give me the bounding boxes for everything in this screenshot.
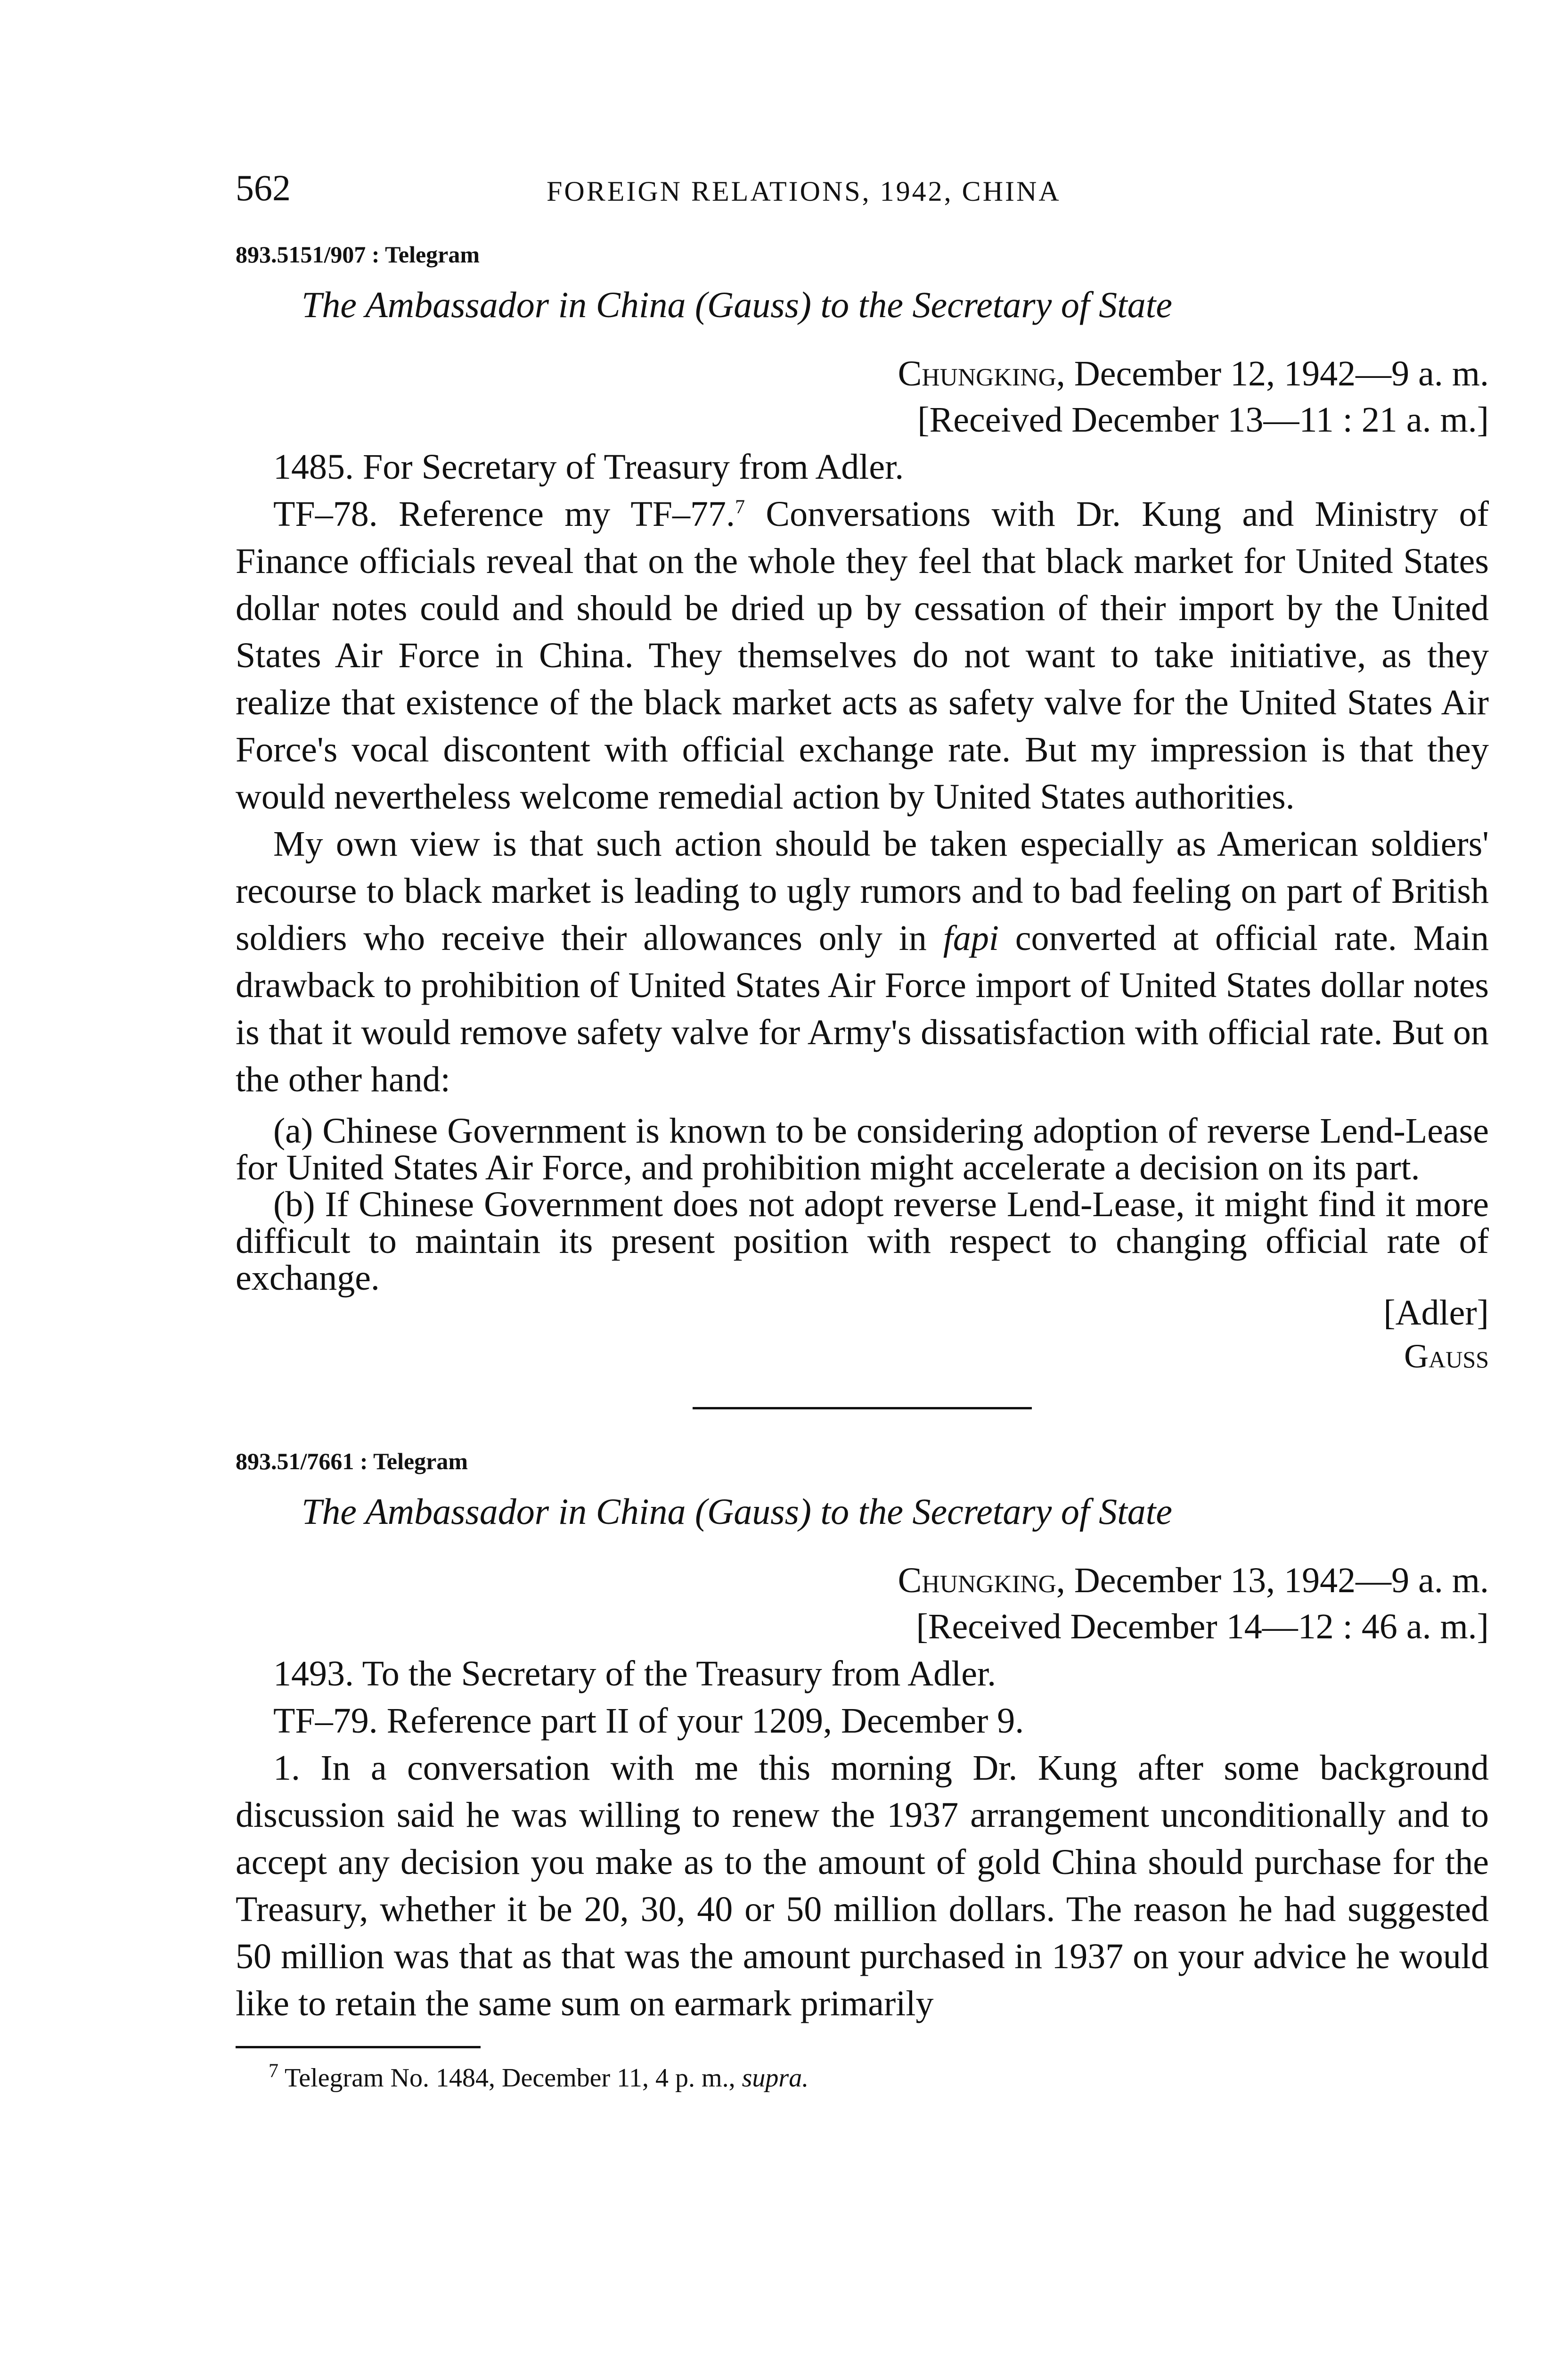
paragraph bbox=[236, 820, 1489, 1103]
item-text: If Chinese Government does not adopt reverse Lend-Lease, it might find it more difficult to maintain its present position with respect to changing official rate of exchange. bbox=[236, 1185, 1489, 1298]
footnote-reference[interactable]: 7 bbox=[735, 496, 745, 518]
file-id: 893.5151/907 : Telegram bbox=[236, 241, 480, 268]
document-1 bbox=[236, 240, 1489, 1379]
footnote bbox=[236, 2062, 1489, 2094]
document-title: The Ambassador in China (Gauss) to the Secretary of State bbox=[302, 284, 1173, 325]
list-item bbox=[236, 1113, 1489, 1186]
paragraph-text: Conversations with Dr. Kung and Ministry of Finance officials reveal that on the whole they feel that black market for United States dollar notes could and should be dried up by cessation of their import by the United States Air Force in China. They themselves do not want to take initiative, as they realize that existence of the black market acts as safety valve for the United States Air Force's vocal discontent with official exchange rate. But my impression is that they would nevertheless welcome remedial action by United States authorities. bbox=[236, 494, 1489, 817]
list-item bbox=[236, 1186, 1489, 1296]
page-header bbox=[236, 167, 1489, 221]
running-head: FOREIGN RELATIONS, 1942, CHINA bbox=[547, 176, 1061, 207]
italic-term: fapi bbox=[943, 918, 999, 958]
signature-gauss: Gauss bbox=[1404, 1337, 1489, 1375]
received-line: [Received December 14—12 : 46 a. m.] bbox=[916, 1607, 1489, 1647]
item-label: (b) bbox=[273, 1185, 315, 1225]
signature-adler: [Adler] bbox=[1383, 1293, 1489, 1333]
item-text: Chinese Government is known to be considering adoption of reverse Lend-Lease for United States Air Force, and prohibition might accelerate a decision on its part. bbox=[236, 1111, 1489, 1188]
footnote-supra: supra. bbox=[742, 2063, 809, 2093]
paragraph-text: TF–78. Reference my TF–77. bbox=[273, 494, 735, 534]
page bbox=[236, 167, 1489, 2094]
dateline bbox=[236, 1557, 1489, 1604]
section-divider bbox=[693, 1407, 1032, 1409]
paragraph: 1485. For Secretary of Treasury from Adler. bbox=[273, 447, 904, 487]
paragraph-text: My own view is that such action should be taken especially as American soldiers' recourse to black market is leading to ugly rumors and to bad feeling on part of British soldiers who receive their allowances only in bbox=[236, 824, 1489, 958]
paragraph: TF–79. Reference part II of your 1209, December 9. bbox=[273, 1701, 1024, 1741]
item-label: (a) bbox=[273, 1111, 313, 1151]
paragraph: 1. In a conversation with me this morning Dr. Kung after some background discussion said he was willing to renew the 1937 arrangement unconditionally and to accept any decision you make as to the amount of gold China should purchase for the Treasury, whether it be 20, 30, 40 or 50 million dollars. The reason he had suggested 50 million was that as that was the amount purchased in 1937 on your advice he would like to retain the same sum on earmark primarily bbox=[236, 1748, 1489, 2024]
dateline-date: December 13, 1942—9 a. m. bbox=[1074, 1560, 1489, 1600]
dateline-place: Chungking, bbox=[898, 1560, 1065, 1600]
file-id: 893.51/7661 : Telegram bbox=[236, 1448, 468, 1474]
document-title: The Ambassador in China (Gauss) to the Secretary of State bbox=[302, 1490, 1173, 1532]
paragraph: 1493. To the Secretary of the Treasury from Adler. bbox=[273, 1654, 996, 1694]
footnote-text: Telegram No. 1484, December 11, 4 p. m., bbox=[278, 2063, 742, 2093]
page-number: 562 bbox=[236, 167, 291, 208]
dateline-place: Chungking, bbox=[898, 353, 1065, 393]
paragraph bbox=[236, 491, 1489, 820]
footnote-rule bbox=[236, 2046, 481, 2048]
document-2 bbox=[236, 1447, 1489, 2027]
footnote-marker: 7 bbox=[269, 2060, 278, 2082]
received-line: [Received December 13—11 : 21 a. m.] bbox=[917, 400, 1489, 440]
paragraph-text: converted at official rate. Main drawback to prohibition of United States Air Force import of United States dollar notes is that it would remove safety valve for Army's dissatisfaction with official rate. But on the other hand: bbox=[236, 918, 1489, 1100]
dateline bbox=[236, 351, 1489, 397]
dateline-date: December 12, 1942—9 a. m. bbox=[1074, 353, 1489, 393]
